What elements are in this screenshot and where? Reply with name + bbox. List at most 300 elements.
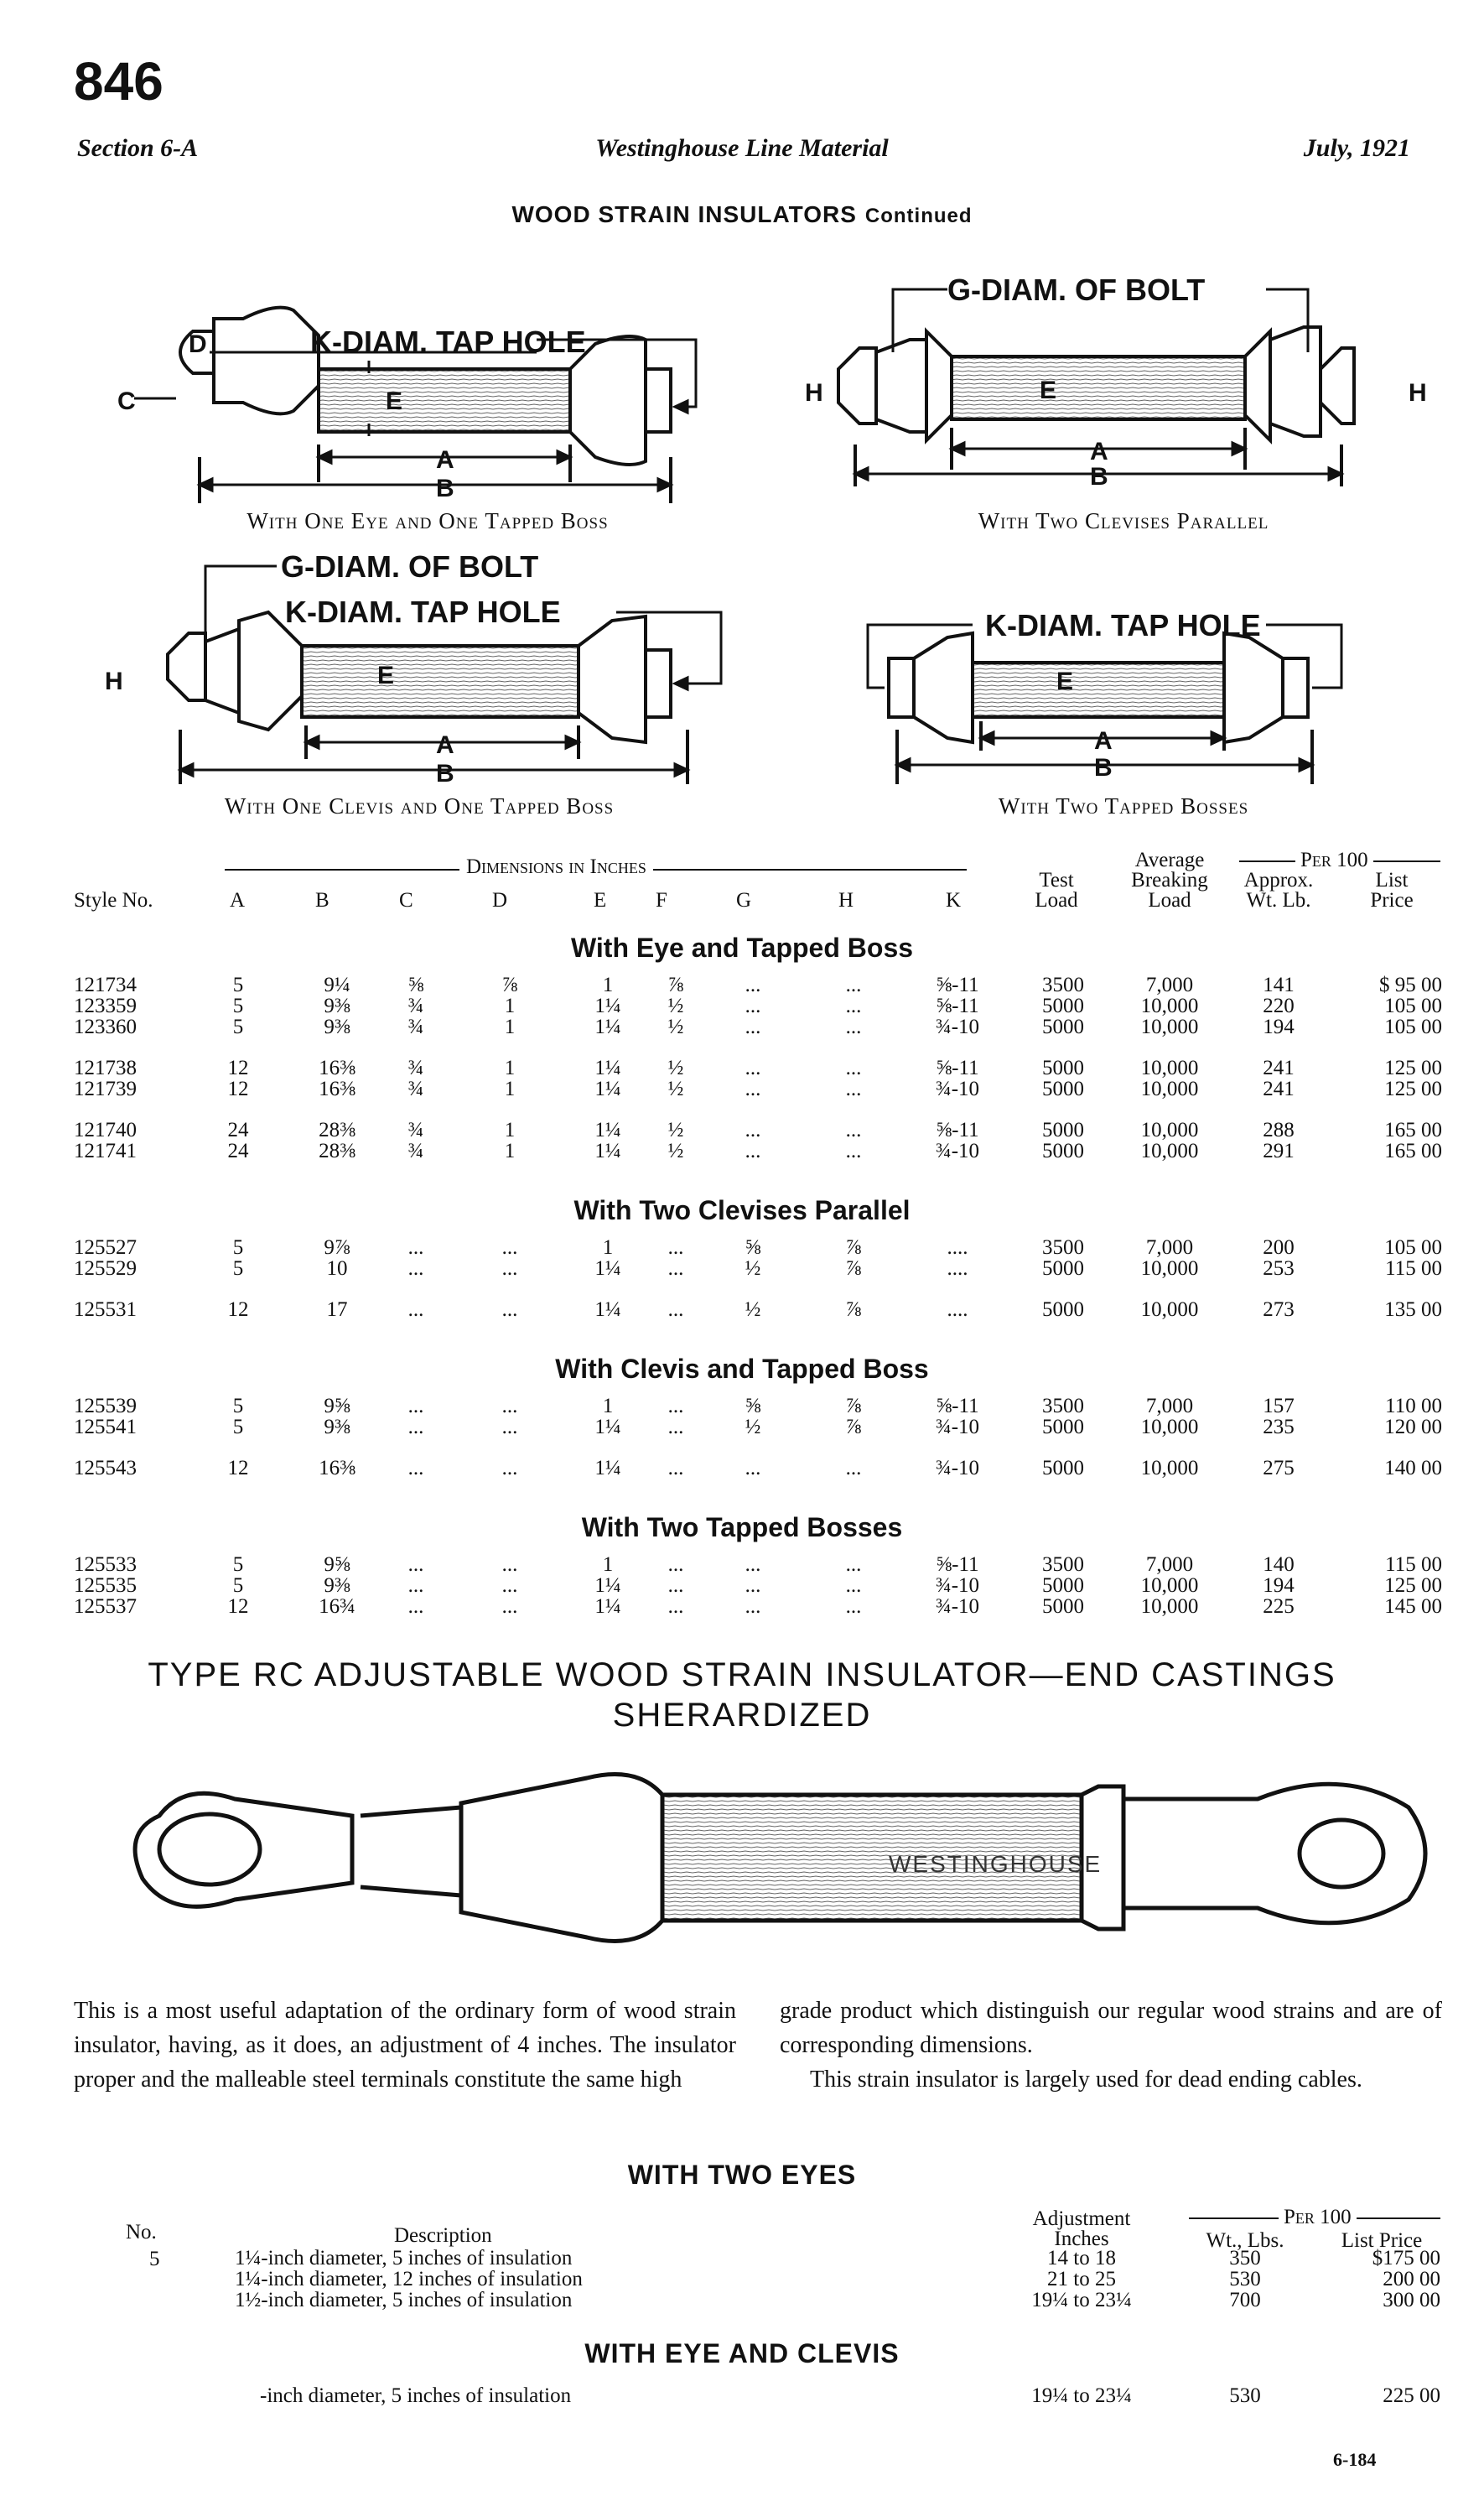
header-price-1: List xyxy=(1375,869,1409,892)
cell-test-load: 5000 xyxy=(1042,1416,1084,1438)
cell-k: ⅝-11 xyxy=(936,974,979,996)
cell-k: ⅝-11 xyxy=(936,1395,979,1417)
cell-f: ½ xyxy=(667,1057,684,1079)
cell-g: ⅝ xyxy=(745,1236,761,1259)
cell-c: ... xyxy=(407,1553,424,1576)
cell-weight: 141 xyxy=(1263,974,1295,996)
d4-label-e: E xyxy=(1056,668,1074,695)
cell-a: 12 xyxy=(227,1078,249,1100)
cell-weight: 241 xyxy=(1263,1057,1295,1079)
cell-d: 1 xyxy=(504,1119,516,1141)
d1-label-b: B xyxy=(436,475,454,502)
cell-h: ... xyxy=(845,974,862,996)
d3-label-g: G-DIAM. OF BOLT xyxy=(281,549,539,584)
cell-c: ¾ xyxy=(407,1016,424,1038)
cell-weight: 220 xyxy=(1263,995,1295,1017)
two-eyes-header-wt: Wt., Lbs. xyxy=(1206,2229,1284,2252)
header-col-d: D xyxy=(492,889,508,912)
cell-f: ... xyxy=(667,1574,684,1597)
d3-label-h: H xyxy=(105,668,123,695)
cell-c: ... xyxy=(407,1236,424,1259)
cell-e: 1 xyxy=(602,1553,614,1576)
cell-breaking-load: 7,000 xyxy=(1145,1395,1194,1417)
cell-breaking-load: 10,000 xyxy=(1140,1057,1199,1079)
cell-h: ... xyxy=(845,1016,862,1038)
header-col-a: A xyxy=(230,889,246,912)
cell-g: ... xyxy=(745,1595,761,1618)
cell-price: 135 00 xyxy=(1384,1298,1442,1321)
cell-test-load: 5000 xyxy=(1042,995,1084,1017)
d1-label-k: K-DIAM. TAP HOLE xyxy=(310,325,586,359)
cell-test-load: 5000 xyxy=(1042,1078,1084,1100)
cell-b: 16⅜ xyxy=(319,1078,355,1100)
cell-g: ... xyxy=(745,995,761,1017)
cell-weight: 194 xyxy=(1263,1574,1295,1597)
header-price-2: Price xyxy=(1370,889,1414,912)
cell-test-load: 3500 xyxy=(1042,1236,1084,1259)
table-row xyxy=(0,2290,1484,2311)
cell-price: 125 00 xyxy=(1384,1057,1442,1079)
cell-d: ... xyxy=(501,1298,518,1321)
cell-style-no: 125541 xyxy=(74,1416,137,1438)
cell-breaking-load: 10,000 xyxy=(1140,1078,1199,1100)
cell-d: ... xyxy=(501,1553,518,1576)
cell-e: 1¼ xyxy=(594,1057,621,1079)
cell-e: 1¼ xyxy=(594,1016,621,1038)
cell-test-load: 5000 xyxy=(1042,1140,1084,1162)
table-row xyxy=(0,1417,1484,1438)
cell-h: ... xyxy=(845,1057,862,1079)
two-eyes-header-adj-2: Inches xyxy=(1054,2228,1109,2250)
cell-breaking-load: 7,000 xyxy=(1145,1553,1194,1576)
cell-a: 12 xyxy=(227,1298,249,1321)
cell-g: ... xyxy=(745,1140,761,1162)
cell-style-no: 125543 xyxy=(74,1457,137,1479)
d1-label-e: E xyxy=(386,387,403,415)
cell-style-no: 121741 xyxy=(74,1140,137,1162)
header-col-b: B xyxy=(315,889,329,912)
d1-label-d: D xyxy=(189,330,207,358)
cell-weight: 273 xyxy=(1263,1298,1295,1321)
cell-test-load: 5000 xyxy=(1042,1574,1084,1597)
cell-e: 1 xyxy=(602,1236,614,1259)
table-row xyxy=(0,1058,1484,1079)
cell-breaking-load: 10,000 xyxy=(1140,1016,1199,1038)
cell-test-load: 5000 xyxy=(1042,1016,1084,1038)
cell-b: 9⅜ xyxy=(324,1016,350,1038)
rc-paragraph-right-2: This strain insulator is largely used for dead ending cables. xyxy=(810,2067,1362,2093)
publisher-label: Westinghouse Line Material xyxy=(595,134,889,162)
cell-test-load: 5000 xyxy=(1042,1057,1084,1079)
caption-clevis-tapped-boss: With One Clevis and One Tapped Boss xyxy=(224,793,615,819)
rc-brand-label: WESTINGHOUSE xyxy=(889,1851,1103,1877)
header-style-no: Style No. xyxy=(74,889,153,912)
header-wt-2: Wt. Lb. xyxy=(1246,889,1311,912)
cell-h: ... xyxy=(845,995,862,1017)
two-eyes-header-price: List Price xyxy=(1341,2229,1423,2252)
d1-label-c: C xyxy=(117,387,136,415)
cell-g: ½ xyxy=(745,1257,761,1280)
cell-f: ½ xyxy=(667,1140,684,1162)
d2-label-b: B xyxy=(1090,463,1108,491)
rc-paragraph-right-1: grade product which distinguish our regular wood strains and are of corresponding dimensions. xyxy=(780,1998,1442,2058)
cell-wt: 700 xyxy=(1229,2289,1261,2311)
cell-b: 17 xyxy=(326,1298,348,1321)
cell-h: ⅞ xyxy=(845,1236,862,1259)
cell-g: ... xyxy=(745,1078,761,1100)
cell-g: ... xyxy=(745,974,761,996)
header-dimensions: Dimensions in Inches xyxy=(459,855,653,879)
cell-c: ... xyxy=(407,1457,424,1479)
cell-weight: 288 xyxy=(1263,1119,1295,1141)
cell-c: ... xyxy=(407,1416,424,1438)
cell-e: 1 xyxy=(602,974,614,996)
cell-f: ½ xyxy=(667,1016,684,1038)
cell-f: ... xyxy=(667,1457,684,1479)
cell-desc: 1¼-inch diameter, 12 inches of insulation xyxy=(235,2268,583,2290)
d1-label-a: A xyxy=(436,446,454,474)
cell-price: 110 00 xyxy=(1385,1395,1442,1417)
d3-label-b: B xyxy=(436,760,454,788)
eye-clevis-desc: -inch diameter, 5 inches of insulation xyxy=(260,2384,572,2407)
cell-c: ... xyxy=(407,1395,424,1417)
cell-test-load: 3500 xyxy=(1042,1553,1084,1576)
cell-f: ... xyxy=(667,1416,684,1438)
table-row xyxy=(0,1575,1484,1596)
cell-b: 9⅝ xyxy=(324,1553,350,1576)
cell-c: ... xyxy=(407,1298,424,1321)
cell-style-no: 125533 xyxy=(74,1553,137,1576)
cell-a: 5 xyxy=(232,1257,244,1280)
cell-d: ... xyxy=(501,1236,518,1259)
cell-c: ... xyxy=(407,1257,424,1280)
cell-d: 1 xyxy=(504,1016,516,1038)
cell-desc: 1¼-inch diameter, 5 inches of insulation xyxy=(235,2247,573,2269)
two-eyes-header-per100: Per 100 xyxy=(1279,2206,1357,2229)
header-col-h: H xyxy=(838,889,854,912)
table-row xyxy=(0,1016,1484,1037)
cell-style-no: 125529 xyxy=(74,1257,137,1280)
cell-k: .... xyxy=(947,1257,968,1280)
cell-breaking-load: 10,000 xyxy=(1140,1416,1199,1438)
cell-price: 165 00 xyxy=(1384,1140,1442,1162)
cell-weight: 275 xyxy=(1263,1457,1295,1479)
cell-e: 1¼ xyxy=(594,1078,621,1100)
cell-b: 28⅜ xyxy=(319,1140,355,1162)
cell-price: 115 00 xyxy=(1385,1553,1442,1576)
cell-b: 16¾ xyxy=(319,1595,355,1618)
cell-c: ¾ xyxy=(407,1119,424,1141)
cell-a: 12 xyxy=(227,1595,249,1618)
cell-style-no: 125535 xyxy=(74,1574,137,1597)
cell-e: 1¼ xyxy=(594,1298,621,1321)
cell-e: 1¼ xyxy=(594,1595,621,1618)
cell-b: 10 xyxy=(326,1257,348,1280)
d3-label-k: K-DIAM. TAP HOLE xyxy=(285,595,561,629)
d2-label-g: G-DIAM. OF BOLT xyxy=(947,273,1206,307)
cell-adj: 14 to 18 xyxy=(1047,2247,1116,2269)
table-row xyxy=(0,996,1484,1016)
cell-c: ... xyxy=(407,1595,424,1618)
cell-test-load: 3500 xyxy=(1042,974,1084,996)
cell-style-no: 121734 xyxy=(74,974,137,996)
cell-b: 28⅜ xyxy=(319,1119,355,1141)
eye-clevis-price: 225 00 xyxy=(1383,2384,1440,2407)
cell-g: ... xyxy=(745,1553,761,1576)
cell-k: ⅝-11 xyxy=(936,995,979,1017)
cell-f: ... xyxy=(667,1595,684,1618)
header-avg-3: Load xyxy=(1148,889,1191,912)
cell-e: 1¼ xyxy=(594,995,621,1017)
d4-label-b: B xyxy=(1094,754,1113,782)
cell-e: 1¼ xyxy=(594,1574,621,1597)
cell-price: 120 00 xyxy=(1384,1416,1442,1438)
footer-code: 6-184 xyxy=(1333,2449,1377,2470)
cell-a: 24 xyxy=(227,1140,249,1162)
cell-price: 105 00 xyxy=(1384,995,1442,1017)
cell-e: 1 xyxy=(602,1395,614,1417)
cell-c: ¾ xyxy=(407,1057,424,1079)
cell-breaking-load: 10,000 xyxy=(1140,1595,1199,1618)
table-row xyxy=(0,1141,1484,1162)
cell-desc: 1½-inch diameter, 5 inches of insulation xyxy=(235,2289,573,2311)
cell-style-no: 123359 xyxy=(74,995,137,1017)
cell-style-no: 125539 xyxy=(74,1395,137,1417)
cell-f: ⅞ xyxy=(667,974,684,996)
header-col-c: C xyxy=(399,889,413,912)
cell-a: 5 xyxy=(232,1574,244,1597)
two-eyes-table xyxy=(0,2248,1484,2315)
cell-style-no: 121739 xyxy=(74,1078,137,1100)
cell-f: ... xyxy=(667,1236,684,1259)
cell-breaking-load: 10,000 xyxy=(1140,1298,1199,1321)
cell-price: 165 00 xyxy=(1384,1119,1442,1141)
cell-a: 12 xyxy=(227,1457,249,1479)
cell-h: ... xyxy=(845,1595,862,1618)
cell-price: 145 00 xyxy=(1384,1595,1442,1618)
header-test-load-2: Load xyxy=(1035,889,1078,912)
cell-g: ½ xyxy=(745,1416,761,1438)
cell-style-no: 121740 xyxy=(74,1119,137,1141)
cell-test-load: 3500 xyxy=(1042,1395,1084,1417)
two-eyes-title: WITH TWO EYES xyxy=(627,2160,857,2190)
table-row xyxy=(0,1258,1484,1279)
cell-c: ¾ xyxy=(407,995,424,1017)
cell-k: ⅝-11 xyxy=(936,1553,979,1576)
table-row xyxy=(0,1299,1484,1320)
section-title: With Two Tapped Bosses xyxy=(581,1512,903,1542)
header-avg-2: Breaking xyxy=(1131,869,1208,892)
cell-wt: 530 xyxy=(1229,2268,1261,2290)
cell-price: 125 00 xyxy=(1384,1574,1442,1597)
cell-price: 125 00 xyxy=(1384,1078,1442,1100)
cell-style-no: 123360 xyxy=(74,1016,137,1038)
cell-style-no: 125527 xyxy=(74,1236,137,1259)
cell-style-no: 125537 xyxy=(74,1595,137,1618)
table-row xyxy=(0,1396,1484,1417)
eye-clevis-adj: 19¼ to 23¼ xyxy=(1031,2384,1132,2407)
section-title: With Eye and Tapped Boss xyxy=(570,933,914,963)
cell-price: 115 00 xyxy=(1385,1257,1442,1280)
cell-test-load: 5000 xyxy=(1042,1119,1084,1141)
rc-title-line2: SHERARDIZED xyxy=(612,1697,872,1734)
table-row xyxy=(0,1458,1484,1479)
caption-eye-tapped-boss: With One Eye and One Tapped Boss xyxy=(246,508,609,533)
header-avg-1: Average xyxy=(1134,849,1205,871)
cell-h: ⅞ xyxy=(845,1416,862,1438)
cell-d: ... xyxy=(501,1595,518,1618)
table-row xyxy=(0,1237,1484,1258)
rc-paragraph-left: This is a most useful adaptation of the ordinary form of wood strain insulator, having, as it does, an adjustment of 4 inches. The insulator proper and the malleable steel terminals constitute the same high xyxy=(74,1998,736,2093)
cell-k: ¾-10 xyxy=(935,1078,980,1100)
cell-style-no: 125531 xyxy=(74,1298,137,1321)
cell-a: 5 xyxy=(232,1236,244,1259)
cell-c: ¾ xyxy=(407,1078,424,1100)
cell-e: 1¼ xyxy=(594,1457,621,1479)
cell-d: 1 xyxy=(504,995,516,1017)
cell-h: ... xyxy=(845,1078,862,1100)
eye-clevis-wt: 530 xyxy=(1229,2384,1261,2407)
cell-f: ½ xyxy=(667,995,684,1017)
cell-k: ¾-10 xyxy=(935,1457,980,1479)
header-col-e: E xyxy=(594,889,607,912)
cell-a: 5 xyxy=(232,995,244,1017)
cell-d: 1 xyxy=(504,1078,516,1100)
header-test-load-1: Test xyxy=(1039,869,1074,892)
section-title: With Two Clevises Parallel xyxy=(573,1195,911,1225)
cell-k: ⅝-11 xyxy=(936,1119,979,1141)
caption-two-clevises: With Two Clevises Parallel xyxy=(978,508,1269,533)
cell-breaking-load: 10,000 xyxy=(1140,1119,1199,1141)
caption-two-tapped-bosses: With Two Tapped Bosses xyxy=(998,793,1249,819)
table-row xyxy=(0,1596,1484,1617)
cell-weight: 253 xyxy=(1263,1257,1295,1280)
cell-k: ¾-10 xyxy=(935,1574,980,1597)
cell-c: ... xyxy=(407,1574,424,1597)
cell-price: 300 00 xyxy=(1383,2289,1440,2311)
d2-label-h-left: H xyxy=(805,379,823,407)
cell-a: 5 xyxy=(232,974,244,996)
section-label: Section 6-A xyxy=(77,134,199,162)
d2-label-a: A xyxy=(1090,438,1108,465)
title-continued: Continued xyxy=(864,205,973,227)
cell-a: 24 xyxy=(227,1119,249,1141)
d3-label-e: E xyxy=(377,662,395,689)
eye-clevis-row xyxy=(0,2384,1484,2410)
d2-label-h-right: H xyxy=(1409,379,1427,407)
cell-breaking-load: 10,000 xyxy=(1140,1257,1199,1280)
cell-d: ... xyxy=(501,1395,518,1417)
two-eyes-header-desc: Description xyxy=(394,2224,492,2247)
cell-d: 1 xyxy=(504,1140,516,1162)
cell-weight: 225 xyxy=(1263,1595,1295,1618)
cell-a: 5 xyxy=(232,1553,244,1576)
cell-d: ... xyxy=(501,1257,518,1280)
cell-h: ... xyxy=(845,1140,862,1162)
cell-weight: 140 xyxy=(1263,1553,1295,1576)
cell-f: ... xyxy=(667,1395,684,1417)
cell-test-load: 5000 xyxy=(1042,1257,1084,1280)
cell-breaking-load: 7,000 xyxy=(1145,1236,1194,1259)
cell-g: ... xyxy=(745,1016,761,1038)
rc-title-line1: TYPE RC ADJUSTABLE WOOD STRAIN INSULATOR—END CASTINGS xyxy=(148,1656,1336,1693)
cell-g: ... xyxy=(745,1119,761,1141)
d4-label-a: A xyxy=(1094,727,1113,755)
cell-g: ⅝ xyxy=(745,1395,761,1417)
cell-weight: 200 xyxy=(1263,1236,1295,1259)
cell-k: ¾-10 xyxy=(935,1140,980,1162)
cell-weight: 241 xyxy=(1263,1078,1295,1100)
cell-breaking-load: 10,000 xyxy=(1140,1140,1199,1162)
cell-weight: 235 xyxy=(1263,1416,1295,1438)
cell-k: .... xyxy=(947,1236,968,1259)
cell-d: ... xyxy=(501,1574,518,1597)
cell-f: ½ xyxy=(667,1119,684,1141)
cell-weight: 157 xyxy=(1263,1395,1295,1417)
cell-g: ½ xyxy=(745,1298,761,1321)
cell-price: 105 00 xyxy=(1384,1016,1442,1038)
cell-b: 9¼ xyxy=(324,974,350,996)
cell-a: 5 xyxy=(232,1416,244,1438)
cell-b: 16⅜ xyxy=(319,1057,355,1079)
cell-k: ¾-10 xyxy=(935,1016,980,1038)
cell-h: ... xyxy=(845,1574,862,1597)
cell-k: ¾-10 xyxy=(935,1595,980,1618)
cell-b: 16⅜ xyxy=(319,1457,355,1479)
cell-price: 200 00 xyxy=(1383,2268,1440,2290)
table-row xyxy=(0,1120,1484,1141)
cell-d: ⅞ xyxy=(501,974,518,996)
cell-price: 140 00 xyxy=(1384,1457,1442,1479)
header-col-f: F xyxy=(656,889,667,912)
cell-a: 12 xyxy=(227,1057,249,1079)
cell-b: 9⅝ xyxy=(324,1395,350,1417)
cell-g: ... xyxy=(745,1574,761,1597)
two-eyes-number: 5 xyxy=(149,2248,160,2270)
cell-e: 1¼ xyxy=(594,1119,621,1141)
cell-f: ... xyxy=(667,1298,684,1321)
cell-breaking-load: 10,000 xyxy=(1140,995,1199,1017)
d3-label-a: A xyxy=(436,731,454,759)
cell-b: 9⅜ xyxy=(324,1416,350,1438)
cell-b: 9⅜ xyxy=(324,1574,350,1597)
cell-e: 1¼ xyxy=(594,1416,621,1438)
cell-adj: 19¼ to 23¼ xyxy=(1031,2289,1132,2311)
header-col-g: G xyxy=(736,889,752,912)
table-row xyxy=(0,1079,1484,1100)
header-col-k: K xyxy=(946,889,962,912)
cell-k: ¾-10 xyxy=(935,1416,980,1438)
table-row xyxy=(0,975,1484,996)
cell-g: ... xyxy=(745,1457,761,1479)
cell-test-load: 5000 xyxy=(1042,1298,1084,1321)
cell-a: 5 xyxy=(232,1395,244,1417)
cell-h: ⅞ xyxy=(845,1298,862,1321)
cell-g: ... xyxy=(745,1057,761,1079)
rc-insulator-illustration xyxy=(0,1736,1484,1988)
cell-wt: 350 xyxy=(1229,2247,1261,2269)
cell-breaking-load: 10,000 xyxy=(1140,1457,1199,1479)
cell-price: $ 95 00 xyxy=(1379,974,1442,996)
eye-clevis-title: WITH EYE AND CLEVIS xyxy=(584,2338,900,2368)
cell-k: ⅝-11 xyxy=(936,1057,979,1079)
two-eyes-header-no: No. xyxy=(126,2221,157,2243)
cell-c: ¾ xyxy=(407,1140,424,1162)
cell-weight: 194 xyxy=(1263,1016,1295,1038)
cell-price: $175 00 xyxy=(1372,2247,1440,2269)
cell-e: 1¼ xyxy=(594,1140,621,1162)
date-label: July, 1921 xyxy=(1303,134,1410,162)
